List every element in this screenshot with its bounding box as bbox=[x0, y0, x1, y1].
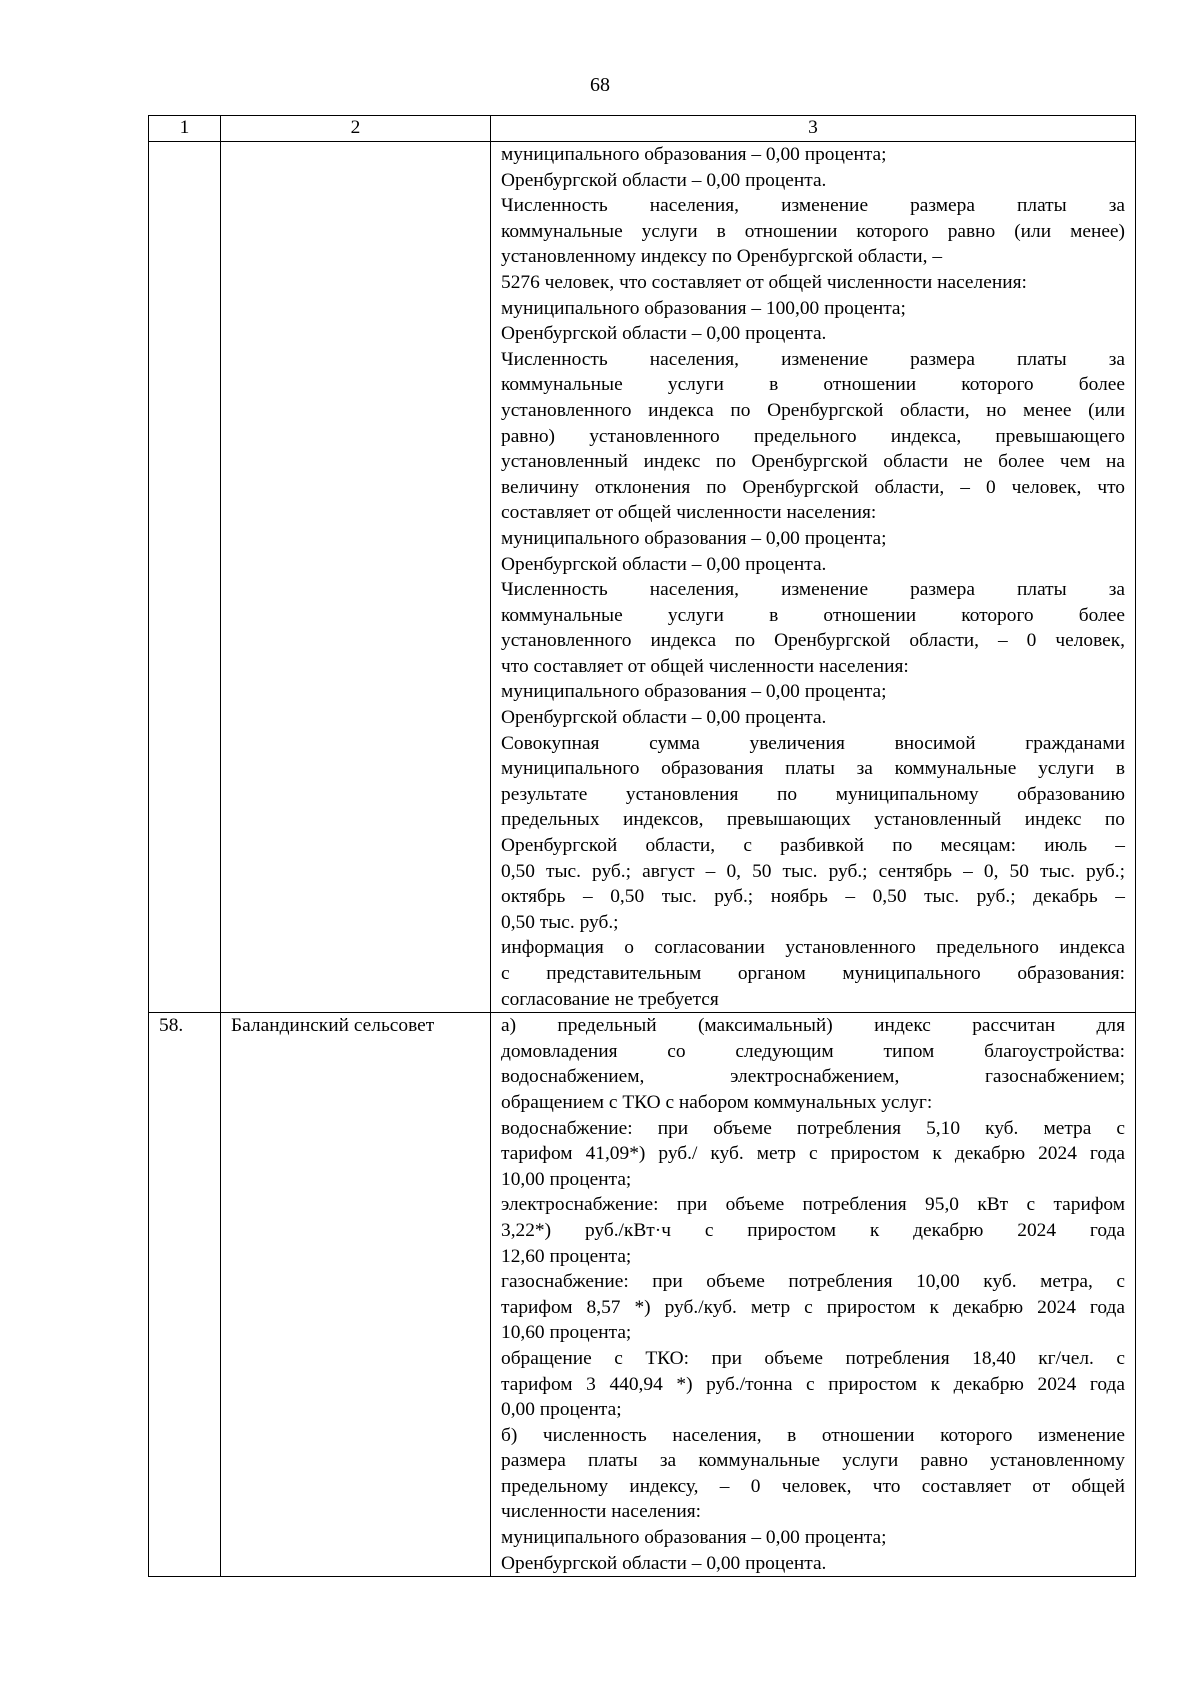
table-row bbox=[149, 142, 1136, 1013]
content-line: муниципального образования платы за коммунальные услуги в bbox=[501, 758, 1125, 780]
row-number-cell bbox=[149, 142, 221, 1013]
content-line: Численность населения, изменение размера платы за bbox=[501, 348, 1125, 370]
content-line: установленному индексу по Оренбургской области, – bbox=[501, 246, 943, 268]
column-header-2: 2 bbox=[221, 116, 491, 142]
municipality-name-cell bbox=[221, 142, 491, 1013]
content-line: муниципального образования – 0,00 процента; bbox=[501, 527, 887, 549]
content-line: муниципального образования – 0,00 процента; bbox=[501, 144, 887, 165]
content-line: с представительным органом муниципального образования: bbox=[501, 963, 1125, 984]
content-line: муниципального образования – 100,00 процента; bbox=[501, 297, 906, 319]
content-line: 0,50 тыс. руб.; bbox=[501, 911, 619, 933]
table-body bbox=[149, 142, 1136, 1577]
content-line: 5276 человек, что составляет от общей численности населения: bbox=[501, 271, 1027, 293]
content-line: муниципального образования – 0,00 процента; bbox=[501, 681, 887, 703]
table-row bbox=[149, 1013, 1136, 1577]
content-line: водоснабжение: при объеме потребления 5,10 куб. метра с bbox=[501, 1117, 1125, 1139]
content-line: согласование не требуется bbox=[501, 988, 719, 1010]
content-line: результате установления по муниципальному образованию bbox=[501, 783, 1125, 805]
content-line: что составляет от общей численности населения: bbox=[501, 655, 909, 677]
table-header-row bbox=[149, 116, 1136, 142]
content-line: Совокупная сумма увеличения вносимой гражданами bbox=[501, 732, 1125, 754]
page-number: 68 bbox=[590, 74, 610, 96]
content-line: величину отклонения по Оренбургской области, – 0 человек, что bbox=[501, 476, 1125, 498]
content-line: муниципального образования – 0,00 процента; bbox=[501, 1527, 887, 1549]
content-line: обращением с ТКО с набором коммунальных услуг: bbox=[501, 1091, 933, 1113]
content-cell bbox=[491, 142, 1136, 1013]
content-line: обращение с ТКО: при объеме потребления 18,40 кг/чел. с bbox=[501, 1347, 1125, 1369]
content-line: октябрь – 0,50 тыс. руб.; ноябрь – 0,50 тыс. руб.; декабрь – bbox=[501, 886, 1125, 908]
content-line: Оренбургской области – 0,00 процента. bbox=[501, 707, 827, 729]
content-line: Численность населения, изменение размера платы за bbox=[501, 579, 1125, 601]
content-line: 0,50 тыс. руб.; август – 0, 50 тыс. руб.; сентябрь – 0, 50 тыс. руб.; bbox=[501, 860, 1125, 882]
content-line: установленного индекса по Оренбургской области, но менее (или bbox=[501, 399, 1125, 421]
column-header-1: 1 bbox=[149, 116, 221, 142]
content-line: водоснабжением, электроснабжением, газоснабжением; bbox=[501, 1066, 1125, 1088]
content-line: Оренбургской области – 0,00 процента. bbox=[501, 323, 827, 345]
content-line: 3,22*) руб./кВт·ч с приростом к декабрю 2024 года bbox=[501, 1219, 1125, 1241]
content-line: информация о согласовании установленного предельного индекса bbox=[501, 937, 1125, 959]
content-line: коммунальные услуги в отношении которого более bbox=[501, 604, 1125, 626]
content-cell bbox=[491, 1013, 1136, 1577]
content-line: установленного индекса по Оренбургской области, – 0 человек, bbox=[501, 630, 1125, 652]
content-line: предельных индексов, превышающих установленный индекс по bbox=[501, 809, 1125, 831]
content-line: составляет от общей численности населения: bbox=[501, 502, 877, 524]
content-line: установленный индекс по Оренбургской области не более чем на bbox=[501, 451, 1125, 473]
content-line: предельному индексу, – 0 человек, что составляет от общей bbox=[501, 1475, 1125, 1497]
content-line: Оренбургской области, с разбивкой по месяцам: июль – bbox=[501, 835, 1125, 857]
content-line: тарифом 8,57 *) руб./куб. метр с приростом к декабрю 2024 года bbox=[501, 1296, 1125, 1318]
content-line: коммунальные услуги в отношении которого равно (или менее) bbox=[501, 220, 1125, 242]
content-line: Оренбургской области – 0,00 процента. bbox=[501, 169, 827, 191]
content-line: домовладения со следующим типом благоустройства: bbox=[501, 1040, 1125, 1062]
content-line: Оренбургской области – 0,00 процента. bbox=[501, 1552, 827, 1574]
content-line: размера платы за коммунальные услуги равно установленному bbox=[501, 1450, 1125, 1472]
content-line: Численность населения, изменение размера платы за bbox=[501, 195, 1125, 217]
content-line: численности населения: bbox=[501, 1501, 702, 1523]
document-table bbox=[148, 115, 1136, 1577]
content-line: б) численность населения, в отношении которого изменение bbox=[501, 1424, 1125, 1446]
content-line: Оренбургской области – 0,00 процента. bbox=[501, 553, 827, 575]
content-line: тарифом 41,09*) руб./ куб. метр с приростом к декабрю 2024 года bbox=[501, 1143, 1125, 1165]
content-line: тарифом 3 440,94 *) руб./тонна с приростом к декабрю 2024 года bbox=[501, 1373, 1125, 1395]
content-line: 0,00 процента; bbox=[501, 1399, 622, 1421]
column-header-3: 3 bbox=[491, 116, 1136, 142]
content-line: 12,60 процента; bbox=[501, 1245, 632, 1267]
content-line: газоснабжение: при объеме потребления 10,00 куб. метра, с bbox=[501, 1271, 1125, 1293]
content-line: 10,00 процента; bbox=[501, 1168, 632, 1190]
content-line: равно) установленного предельного индекса, превышающего bbox=[501, 425, 1125, 447]
content-line: коммунальные услуги в отношении которого более bbox=[501, 374, 1125, 396]
row-number-cell: 58. bbox=[149, 1013, 221, 1577]
municipality-name-cell: Баландинский сельсовет bbox=[221, 1013, 491, 1577]
content-line: а) предельный (максимальный) индекс рассчитан для bbox=[501, 1015, 1125, 1037]
content-line: электроснабжение: при объеме потребления 95,0 кВт с тарифом bbox=[501, 1194, 1125, 1216]
content-line: 10,60 процента; bbox=[501, 1322, 632, 1344]
